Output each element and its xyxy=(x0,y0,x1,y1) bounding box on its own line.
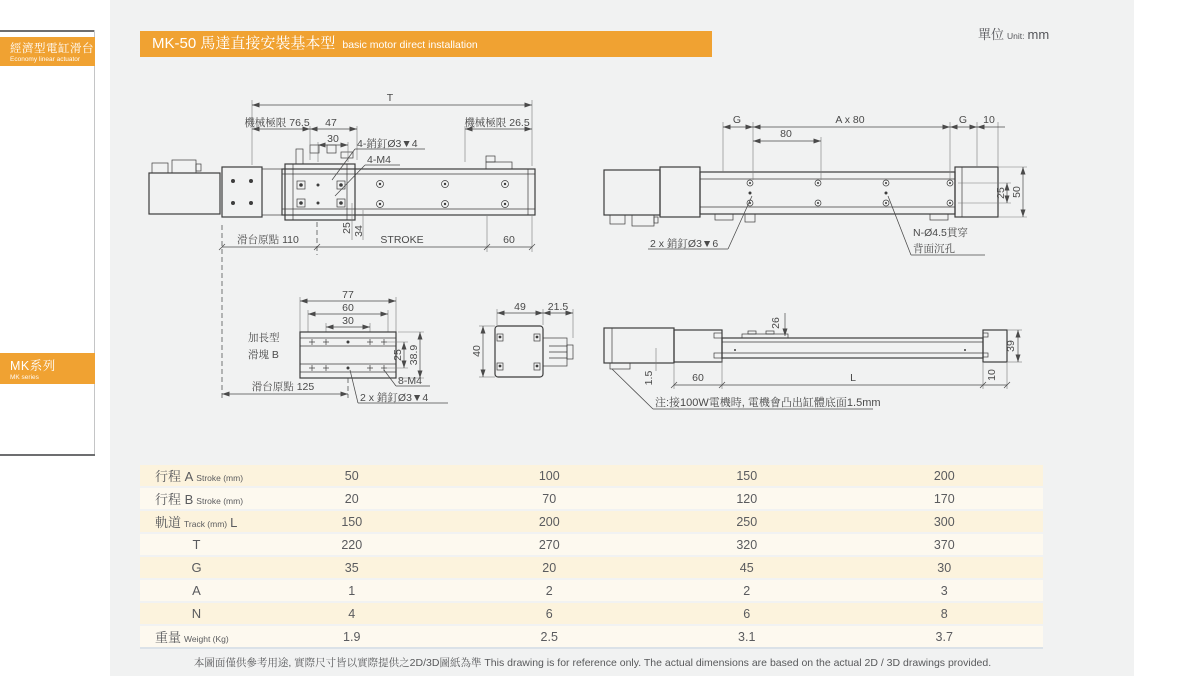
row-label: 行程 B Stroke (mm) xyxy=(155,492,244,507)
dim-stroke: STROKE xyxy=(380,234,424,246)
dim-60: 60 xyxy=(503,234,515,246)
cell: 2.5 xyxy=(540,629,558,644)
dim-slide-origin-125: 滑台原點 125 xyxy=(251,381,315,393)
dim-g-left: G xyxy=(732,114,742,126)
row-label: 重量 Weight (Kg) xyxy=(155,630,229,645)
cell: 200 xyxy=(538,514,560,529)
label-2-pin: 2 x 銷釘Ø3▼4 xyxy=(360,392,429,404)
cell: 200 xyxy=(933,468,955,483)
bolt-cross-marks xyxy=(309,339,387,371)
cell: 100 xyxy=(538,468,560,483)
row-label: T xyxy=(192,537,201,552)
label-8-m4: 8-M4 xyxy=(398,375,422,387)
cell: 320 xyxy=(736,537,758,552)
cell: 3.1 xyxy=(738,629,756,644)
cell: 20 xyxy=(344,491,359,506)
dim-10: 10 xyxy=(983,114,995,126)
dim-10: 10 xyxy=(986,369,998,381)
cell: 4 xyxy=(348,606,356,621)
cell: 150 xyxy=(341,514,363,529)
row-label: 軌道 Track (mm) L xyxy=(155,515,238,530)
table-row-t xyxy=(140,534,1043,555)
motor-note: 注:接100W電機時, 電機會凸出缸體底面1.5mm xyxy=(655,397,881,409)
cell: 370 xyxy=(933,537,955,552)
table-row-track xyxy=(140,511,1043,532)
disclaimer-text: 本圖面僅供參考用途, 實際尺寸皆以實際提供之2D/3D圖紙為準 This drawing is for reference only. The actual dimensions are based on the actual 2D / 3D drawings provided. xyxy=(193,657,992,669)
cell: 1.9 xyxy=(343,629,361,644)
cell: 35 xyxy=(344,560,359,575)
model-title-en: basic motor direct installation xyxy=(342,39,478,51)
dim-34: 34 xyxy=(353,225,365,237)
unit-value: mm xyxy=(1027,27,1050,42)
label-extended-type-line1: 加長型 xyxy=(248,332,280,344)
dim-slide-origin-110: 滑台原點 110 xyxy=(237,234,299,246)
table-row-stroke-a xyxy=(140,465,1043,486)
dim-38-9: 38.9 xyxy=(408,344,420,366)
row-label: 行程 A Stroke (mm) xyxy=(155,469,244,484)
dim-39: 39 xyxy=(1005,340,1017,352)
label-2-pin: 2 x 銷釘Ø3▼6 xyxy=(650,238,719,250)
dim-49: 49 xyxy=(514,301,526,313)
row-label: N xyxy=(191,606,202,621)
label-extended-type-line2: 滑塊 B xyxy=(248,349,279,361)
dim-40: 40 xyxy=(471,345,483,357)
drawing-side-view xyxy=(604,313,1022,409)
dim-60: 60 xyxy=(692,372,704,384)
row-label: A xyxy=(192,583,201,598)
model-title-zh: MK-50 馬達直接安裝基本型 xyxy=(152,35,336,52)
sidebar-category-badge xyxy=(0,37,95,66)
unit-label-en: Unit: xyxy=(1007,31,1025,41)
label-n-hole-line2: 背面沉孔 xyxy=(913,243,955,255)
cell: 6 xyxy=(743,606,751,621)
dim-80: 80 xyxy=(780,128,792,140)
dim-26: 26 xyxy=(770,317,782,329)
label-n-hole-line1: N-Ø4.5貫穿 xyxy=(913,227,968,239)
table-row-n xyxy=(140,603,1043,624)
dim-30: 30 xyxy=(342,315,354,327)
cell: 20 xyxy=(542,560,557,575)
drawing-end-view xyxy=(471,301,573,377)
table-row-a xyxy=(140,580,1043,601)
dim-25: 25 xyxy=(341,222,353,234)
cell: 50 xyxy=(344,468,359,483)
cell: 3.7 xyxy=(935,629,953,644)
drawing-slider-block xyxy=(222,289,448,404)
cell: 150 xyxy=(736,468,758,483)
cell: 300 xyxy=(933,514,955,529)
cell: 3 xyxy=(940,583,948,598)
sidebar-vertical-divider xyxy=(94,30,95,455)
cell: 70 xyxy=(542,491,557,506)
spec-table xyxy=(140,465,1043,649)
cell: 30 xyxy=(937,560,952,575)
row-label: G xyxy=(191,560,202,575)
label-4-pin: 4-銷釘Ø3▼4 xyxy=(357,138,418,150)
cell: 2 xyxy=(743,583,751,598)
sidebar-series-badge xyxy=(0,353,95,384)
dim-60: 60 xyxy=(342,302,354,314)
dim-30: 30 xyxy=(327,133,339,145)
cell: 220 xyxy=(341,537,363,552)
dim-mech-limit-left: 機械極限 76.5 xyxy=(244,117,310,129)
dim-77: 77 xyxy=(342,289,354,301)
cell: 6 xyxy=(545,606,553,621)
dim-21-5: 21.5 xyxy=(547,301,569,313)
dim-1-5: 1.5 xyxy=(643,370,655,386)
cell: 170 xyxy=(933,491,955,506)
cell: 120 xyxy=(736,491,758,506)
unit-indicator xyxy=(978,24,1049,43)
model-header-bar xyxy=(140,31,712,57)
unit-label-zh: 單位 xyxy=(978,27,1005,42)
cell: 1 xyxy=(348,583,356,598)
dim-g-right: G xyxy=(958,114,968,126)
category-subtitle: Economy linear actuator xyxy=(10,56,81,63)
dim-25: 25 xyxy=(392,349,404,361)
cell: 2 xyxy=(545,583,553,598)
sidebar-top-divider xyxy=(0,30,95,32)
cell: 8 xyxy=(940,606,948,621)
table-row-g xyxy=(140,557,1043,578)
label-4-m4: 4-M4 xyxy=(367,154,391,166)
drawing-top-view xyxy=(604,114,1027,255)
dim-mech-limit-right: 機械極限 26.5 xyxy=(464,117,530,129)
dim-ax80: A x 80 xyxy=(835,114,865,126)
dim-47: 47 xyxy=(325,117,337,129)
series-subtitle: MK series xyxy=(10,374,39,381)
dim-50-right: 50 xyxy=(1011,186,1023,198)
cell: 250 xyxy=(736,514,758,529)
dim-L: L xyxy=(850,372,856,384)
table-row-stroke-b xyxy=(140,488,1043,509)
series-title: MK系列 xyxy=(10,359,56,373)
sidebar-bottom-divider xyxy=(0,454,95,456)
dim-25-right: 25 xyxy=(995,187,1007,199)
table-row-weight xyxy=(140,626,1043,647)
category-title: 經濟型電缸滑台 xyxy=(10,43,94,55)
cell: 45 xyxy=(739,560,754,575)
dim-T: T xyxy=(386,92,394,104)
cell: 270 xyxy=(538,537,560,552)
